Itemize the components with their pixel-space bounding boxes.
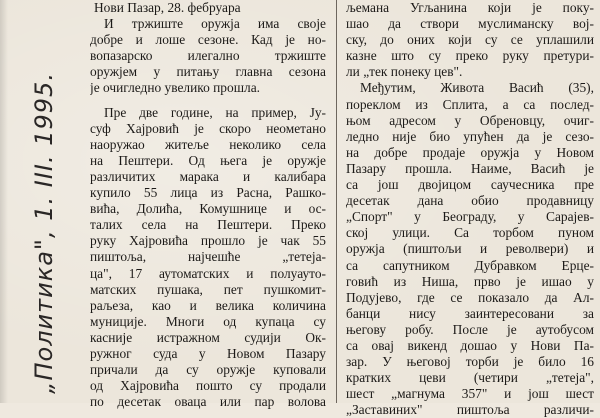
text-line: раљеза, као и велика количина (90, 297, 326, 313)
text-line: оружја (пиштољи и револвери) и (346, 241, 594, 257)
text-line: Међутим, Живота Васић (35), (360, 80, 594, 96)
text-line: ледно није био упућен да је сезо- (346, 128, 594, 144)
article-dateline: Нови Пазар, 28. фебруара (94, 0, 241, 15)
text-line: десетак дана обио продавницу (346, 193, 594, 209)
text-line: ца", 17 аутоматских и полуауто- (90, 265, 326, 281)
text-line: пиштоља, најчешће „тетеја- (90, 249, 326, 265)
text-line: љемана Угљанина који је поку- (346, 0, 594, 15)
text-line: ску, до оних који су се уплашили (346, 32, 594, 48)
text-line: кратких цеви (четири „тетеја", (346, 370, 594, 386)
text-line: шао да створи муслиманску вој- (346, 16, 594, 32)
text-line: од Хајровића пошто су продали (90, 378, 326, 394)
text-line: „Спорт" у Београду, у Сарајев- (346, 209, 594, 225)
text-line: причали да су оружје куповали (90, 362, 326, 378)
text-line: казне што су преко руку претури- (346, 48, 594, 64)
text-line: шест „магнума 357" и још шест (346, 386, 594, 402)
text-line: муниције. Многи од купаца су (90, 313, 326, 329)
text-line: ској улици. Са торбом пуном (346, 225, 594, 241)
text-line: суф Хајровић је скоро неометано (90, 120, 326, 136)
text-line: ли „тек понеку цев". (346, 64, 463, 80)
text-line: Пазару прошла. Наиме, Васић је (346, 160, 594, 176)
text-line: наоружао житеље неколико села (90, 136, 326, 152)
text-line: матских пушака, пет пушкомит- (90, 281, 326, 297)
text-line: са овај викенд дошао у Нови Па- (346, 337, 594, 353)
text-line: банци нису заинтересовани за (346, 305, 594, 321)
text-line: са сапутником Дубравком Ерце- (346, 257, 594, 273)
text-line: на добре продаје оружја у Новом (346, 144, 594, 160)
text-line: вопазарско илегално тржиште (90, 48, 326, 64)
text-line: Пре две године, на пример, Ју- (104, 104, 326, 120)
handwritten-annotation (8, 72, 80, 394)
text-line: талих села на Пештери. Преко (90, 217, 326, 233)
text-line: руку Хајровића прошло је чак 55 (90, 233, 326, 249)
article-column-left (90, 0, 326, 410)
column-divider (336, 0, 337, 403)
text-line: добре и лоше сезоне. Кад је но- (90, 32, 326, 48)
text-line: на Пештери. Од њега је оружје (90, 152, 326, 168)
text-line: касније истражном судији Ок- (90, 329, 326, 345)
text-line: је очигледно увелико прошла. (90, 80, 260, 96)
text-line: са још двојицом саучесника пре (346, 177, 594, 193)
text-line: И тржиште оружја има своје (104, 16, 326, 32)
handwritten-source-note: „Политика", 1. III. 1995. (30, 72, 58, 394)
text-line: његову робу. После је аутобусом (346, 321, 594, 337)
text-line: оружјем у питању главна сезона (90, 64, 326, 80)
text-line: по десетак оваца или пар волова (90, 394, 326, 410)
text-line: „Заставиних" пиштоља различи- (346, 402, 594, 418)
text-line: вића, Долића, Комушнице и ос- (90, 201, 326, 217)
text-line: пореклом из Сплита, а са послед- (346, 96, 594, 112)
text-line: зар. У његовој торби је било 16 (346, 354, 594, 370)
text-line: говић из Ниша, прво је ишао у (346, 273, 594, 289)
text-line: купило 55 лица из Расна, Рашко- (90, 185, 326, 201)
article-column-right (346, 0, 594, 418)
text-line: ружног суда у Новом Пазару (90, 345, 326, 361)
text-line: различитих марака и калибара (90, 168, 326, 184)
text-line: њом адресом у Обреновцу, очиг- (346, 112, 594, 128)
scan-edge-shadow (0, 0, 8, 403)
text-line: Подујево, где се показало да Ал- (346, 289, 594, 305)
paragraph-gap (90, 97, 326, 105)
